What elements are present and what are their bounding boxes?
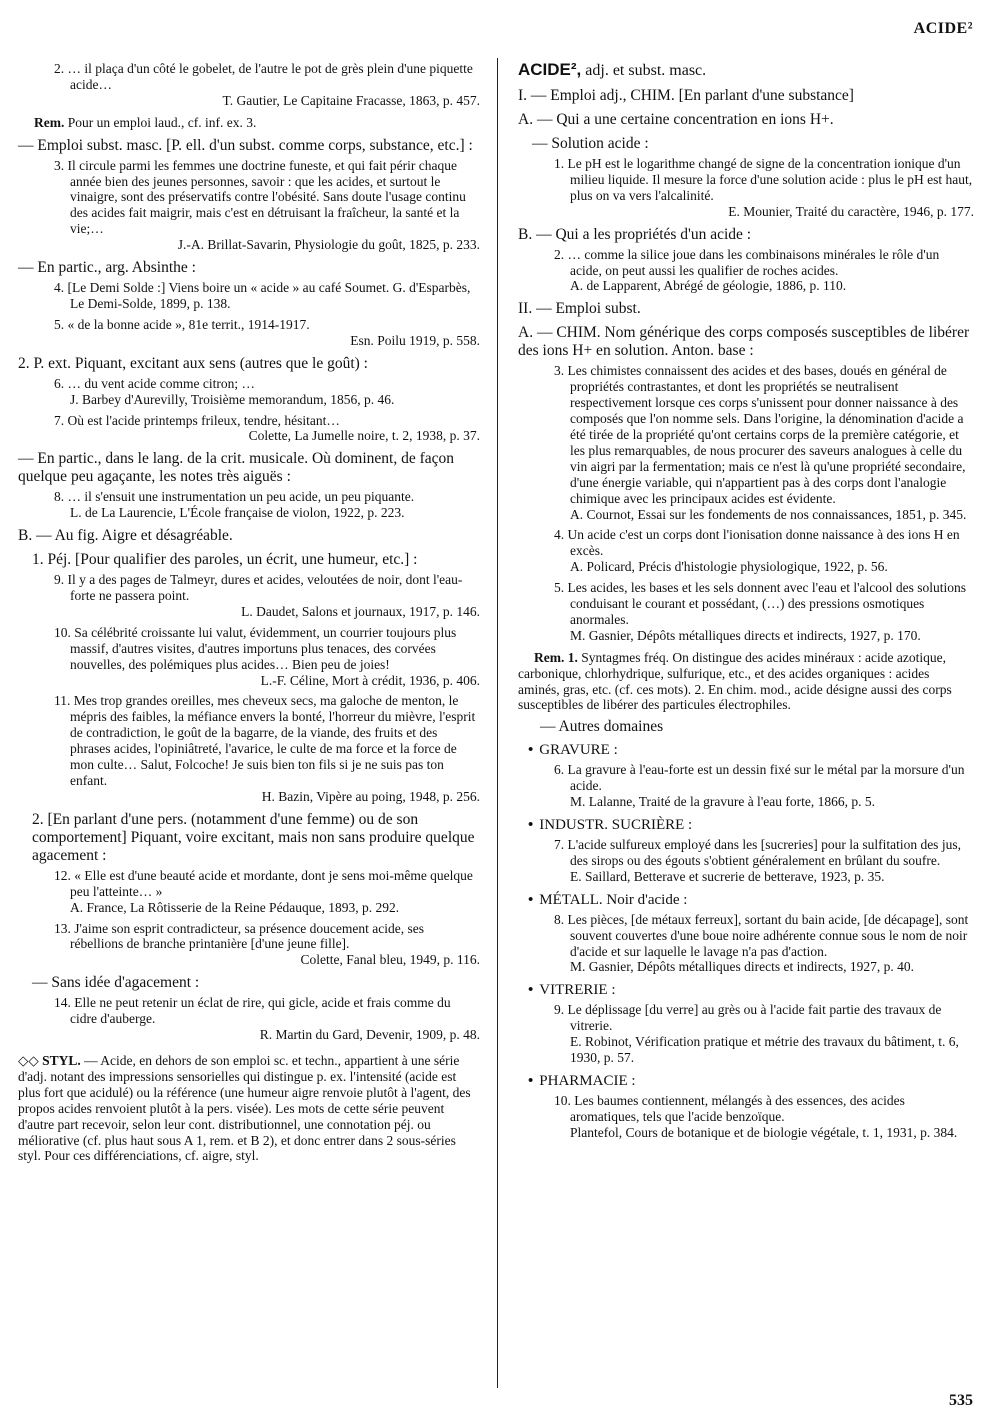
right-column <box>518 60 974 1146</box>
example-4: 4. Un acide c'est un corps dont l'ionisation donne naissance à des ions H en excès. A. Policard, Précis d'histologie physiologique, 1922, p. 56. <box>570 527 974 575</box>
entry-title <box>518 60 974 81</box>
example-source: E. Mounier, Traité du caractère, 1946, p. 177. <box>728 203 974 219</box>
example-14: 14. Elle ne peut retenir un éclat de rire, qui gicle, acide et frais comme du cidre d'auberge. R. Martin du Gard, Devenir, 1909, p. 48. <box>54 995 480 1043</box>
example-7: 7. L'acide sulfureux employé dans les [sucreries] pour la sulfitation des jus, des sirops ou des égouts s'obtient généralement en brûlant du soufre. E. Saillard, Betterave et sucrerie de betterave, 1923, p. 35. <box>570 837 974 885</box>
example-13: 13. J'aime son esprit contradicteur, sa présence doucement acide, ses rébellions de branche printanière [d'une jeune fille]. Colette, Fanal bleu, 1949, p. 116. <box>54 920 480 968</box>
example-10: 10. Sa célébrité croissante lui valut, évidemment, un courrier toujours plus massif, d'autres visites, d'autres importuns plus tenaces, des corvées nouvelles, des polémiques plus acides… Bien peu de joies! L.-F. Céline, Mort à crédit, 1936, p. 406. <box>54 624 480 688</box>
domain-vitrerie: • VITRERIE : <box>528 982 616 999</box>
example-source: T. Gautier, Le Capitaine Fracasse, 1863, p. 457. <box>222 92 480 108</box>
example-1: 1. Le pH est le logarithme changé de signe de la concentration ionique d'un milieu liquide. Il mesure la force d'une solution acide : plus le pH est haut, plus on va vers l'alcalinité. E. Mounier, Traité du caractère, 1946, p. 177. <box>554 156 974 219</box>
heading-1-pej: 1. Péj. [Pour qualifier des paroles, un écrit, une humeur, etc.] : <box>32 551 418 569</box>
example-source: H. Bazin, Vipère au poing, 1948, p. 256. <box>261 788 480 804</box>
heading-I: I. — Emploi adj., CHIM. [En parlant d'une substance] <box>518 87 854 104</box>
heading-A-chim: A. — CHIM. Nom générique des corps composés susceptibles de libérer des ions H+ en solution. Anton. base : <box>518 324 970 360</box>
entry-word: ACIDE², <box>518 60 582 79</box>
heading-B: B. — Qui a les propriétés d'un acide : <box>518 225 752 243</box>
example-source: R. Martin du Gard, Devenir, 1909, p. 48. <box>259 1027 480 1043</box>
example-4: 4. [Le Demi Solde :] Viens boire un « acide » au café Soumet. G. d'Esparbès, Le Demi-Solde, 1899, p. 138. <box>54 280 471 311</box>
example-11: 11. Mes trop grandes oreilles, mes cheveux secs, ma galoche de menton, le mépris des faibles, la méfiance envers la bonté, l'horreur du mièvre, l'esprit de contradiction, le goût de la bagarre, de la viande, des fruits et des phrases acides, l'opiniâtreté, l'avarice, le culte de ma force et la force de mon culte… Salut, Folcoche! Je suis bien ton fils si je ne suis pas ton enfant. H. Bazin, Vipère au poing, 1948, p. 256. <box>54 693 480 804</box>
example-source: A. de Lapparent, Abrégé de géologie, 1886, p. 110. <box>570 278 847 294</box>
example-9: 9. Le déplissage [du verre] au grès ou à l'acide fait partie des travaux de vitrerie. E. Robinot, Vérification pratique et métrie des travaux du bâtiment, t. 6, 1930, p. 57. <box>570 1002 974 1066</box>
example-source: L. Daudet, Salons et journaux, 1917, p. 146. <box>241 603 480 619</box>
styl-remark: ◇◇ STYL. — Acide, en dehors de son emploi sc. et techn., appartient à une série d'adj. notant des impressions sensorielles qui distingue p. ex. l'intensité (acide est plus fort que acidulé) ou la référence (une humeur aigre renvoie plutôt à l'agent, des propos acides renvoient plutôt à la pers. visée). Les mots de cette série peuvent d'autre part recevoir, selon leur cont. distributionnel, une connotation péj. ou méliorative (cf. plus haut sous A 1, rem. et B 2), et donc entrer dans 2 sous-séries styl. Pour ces différenciations, cf. aigre, styl. <box>18 1052 471 1164</box>
example-source: A. France, La Rôtisserie de la Reine Pédauque, 1893, p. 292. <box>70 899 400 915</box>
example-5: 5. « de la bonne acide », 81e territ., 1914-1917. Esn. Poilu 1919, p. 558. <box>54 316 480 348</box>
heading-partic-crit: — En partic., dans le lang. de la crit. musicale. Où dominent, de façon quelque peu agaçante, les notes très aiguës : <box>18 450 455 486</box>
heading-partic-arg: — En partic., arg. Absinthe : <box>18 259 196 277</box>
left-column <box>18 60 480 1170</box>
example-6: 6. … du vent acide comme citron; … J. Barbey d'Aurevilly, Troisième memorandum, 1856, p. 46. <box>70 376 480 408</box>
example-source: L.-F. Céline, Mort à crédit, 1936, p. 406. <box>260 672 480 688</box>
example-source: J. Barbey d'Aurevilly, Troisième memorandum, 1856, p. 46. <box>70 391 395 407</box>
domain-gravure: • GRAVURE : <box>528 742 618 759</box>
bullet-icon: • <box>528 891 534 908</box>
example-source: E. Saillard, Betterave et sucrerie de betterave, 1923, p. 35. <box>570 868 885 884</box>
heading-2-pers: 2. [En parlant d'une pers. (notamment d'une femme) ou de son comportement] Piquant, voire excitant, mais non sans produire quelque agacement : <box>32 810 475 864</box>
example-9: 9. Il y a des pages de Talmeyr, dures et acides, veloutées de noir, dont l'eau-forte ne passera point. L. Daudet, Salons et journaux, 1917, p. 146. <box>54 572 480 619</box>
domain-metall: • MÉTALL. Noir d'acide : <box>528 891 688 908</box>
remark: Rem. 1. Syntagmes fréq. On distingue des acides minéraux : acide azotique, carbonique, chlorhydrique, sulfurique, etc., et des acides organiques : acides aminés, gras, etc. (cf. ces mots). 2. En chim. mod., acide désigne aussi des corps susceptibles de libérer des particules électrophiles. <box>518 649 952 713</box>
example-source: Plantefol, Cours de botanique et de biologie végétale, t. 1, 1931, p. 384. <box>570 1124 958 1140</box>
column-divider <box>497 58 498 1388</box>
example-source: J.-A. Brillat-Savarin, Physiologie du goût, 1825, p. 233. <box>177 237 480 253</box>
example-5: 5. Les acides, les bases et les sels donnent avec l'eau et l'alcool des solutions conduisant le courant et possédant, (…) des pressions osmotiques anormales. M. Gasnier, Dépôts métalliques directs et indirects, 1927, p. 170. <box>570 580 974 644</box>
remark: Rem. Pour un emploi laud., cf. inf. ex. 3. <box>34 114 257 130</box>
domain-pharmacie: • PHARMACIE : <box>528 1072 636 1089</box>
heading-A: A. — Qui a une certaine concentration en ions H+. <box>518 111 834 128</box>
example-source: E. Robinot, Vérification pratique et métrie des travaux du bâtiment, t. 6, 1930, p. 57. <box>570 1034 959 1066</box>
example-7: 7. Où est l'acide printemps frileux, tendre, hésitant… Colette, La Jumelle noire, t. 2, 1938, p. 37. <box>54 412 480 444</box>
example-source: Colette, La Jumelle noire, t. 2, 1938, p. 37. <box>248 428 480 444</box>
example-source: M. Lalanne, Traité de la gravure à l'eau forte, 1866, p. 5. <box>570 794 875 810</box>
bullet-icon: • <box>528 982 534 999</box>
bullet-icon: • <box>528 817 534 833</box>
heading-B-fig: B. — Au fig. Aigre et désagréable. <box>18 527 233 545</box>
heading-sans-agacement: — Sans idée d'agacement : <box>32 974 200 992</box>
example-source: Esn. Poilu 1919, p. 558. <box>350 332 480 348</box>
running-head: ACIDE² <box>913 20 973 37</box>
example-source: M. Gasnier, Dépôts métalliques directs et indirects, 1927, p. 40. <box>570 959 915 975</box>
example-8: 8. Les pièces, [de métaux ferreux], sortant du bain acide, [de décapage], sont souvent couvertes d'une boue noire adhérente connue sous le nom de noir d'acide et sur laquelle le lavage n'a pas d'action. M. Gasnier, Dépôts métalliques directs et indirects, 1927, p. 40. <box>570 912 974 976</box>
example-source: M. Gasnier, Dépôts métalliques directs et indirects, 1927, p. 170. <box>570 627 921 643</box>
example-source: A. Policard, Précis d'histologie physiologique, 1922, p. 56. <box>570 559 888 575</box>
example-10: 10. Les baumes contiennent, mélangés à des essences, des acides aromatiques, tels que l'acide benzoïque. Plantefol, Cours de botanique et de biologie végétale, t. 1, 1931, p. 384. <box>570 1093 974 1141</box>
example-8: 8. … il s'ensuit une instrumentation un peu acide, un peu piquante. L. de La Laurencie, L'École française de violon, 1922, p. 223. <box>70 489 480 521</box>
page-number: 535 <box>949 1392 973 1409</box>
example-source: Colette, Fanal bleu, 1949, p. 116. <box>300 952 480 968</box>
bullet-icon: • <box>528 742 534 759</box>
example-3: 3. Il circule parmi les femmes une doctrine funeste, et qui fait périr chaque année bien des jeunes personnes, savoir : que les acides, et surtout le vinaigre, sont des préservatifs contre l'obésité. Sans doute l'usage continu des acides fait maigrir, mais c'est en détruisant la fraîcheur, la santé et la vie;… J.-A. Brillat-Savarin, Physiologie du goût, 1825, p. 233. <box>54 157 480 253</box>
heading-autres-domaines: — Autres domaines <box>540 718 664 736</box>
example-3: 3. Les chimistes connaissent des acides et des bases, doués en général de propriétés contrastantes, et dont les propriétés se neutralisent respectivement lorsque ces corps s'unissent pour donner naissance à des composés que l'on nomme sels. Dans l'origine, la dénomination d'acide a été tirée de la propriété qu'ont certains corps de la première catégorie, et les plus remarquables, de nous procurer des saveurs analogues à celle du vin aigri par la fermentation; mais ce n'est là qu'une propriété secondaire, d'une énergie variable, qui n'appartient pas à des corps dont l'analogie chimique avec les principaux acides est évidente. A. Cournot, Essai sur les fondements de nos connaissances, 1851, p. 345. <box>570 363 974 522</box>
heading-II: II. — Emploi subst. <box>518 300 641 318</box>
heading-2-pext: 2. P. ext. Piquant, excitant aux sens (autres que le goût) : <box>18 354 368 372</box>
heading-solution-acide: — Solution acide : <box>532 135 649 152</box>
example-2: 2. … comme la silice joue dans les combinaisons minérales le rôle d'un acide, on peut aussi les qualifier de roches acides. A. de Lapparent, Abrégé de géologie, 1886, p. 110. <box>570 247 974 295</box>
entry-pos: adj. et subst. masc. <box>585 62 707 79</box>
example-2: 2. … il plaça d'un côté le gobelet, de l'autre le pot de grès plein d'une piquette acide… T. Gautier, Le Capitaine Fracasse, 1863, p. 457. <box>54 61 480 108</box>
domain-sucriere: • INDUSTR. SUCRIÈRE : <box>528 817 693 833</box>
heading-emploi-subst: — Emploi subst. masc. [P. ell. d'un subst. comme corps, substance, etc.] : <box>18 136 473 154</box>
example-source: L. de La Laurencie, L'École française de violon, 1922, p. 223. <box>70 505 405 521</box>
bullet-icon: • <box>528 1072 534 1089</box>
example-6: 6. La gravure à l'eau-forte est un dessin fixé sur le métal par la morsure d'un acide. M. Lalanne, Traité de la gravure à l'eau forte, 1866, p. 5. <box>570 762 974 810</box>
example-source: A. Cournot, Essai sur les fondements de nos connaissances, 1851, p. 345. <box>570 506 967 522</box>
example-12: 12. « Elle est d'une beauté acide et mordante, dont je sens moi-même quelque peu l'atteinte… » A. France, La Rôtisserie de la Reine Pédauque, 1893, p. 292. <box>70 868 480 916</box>
